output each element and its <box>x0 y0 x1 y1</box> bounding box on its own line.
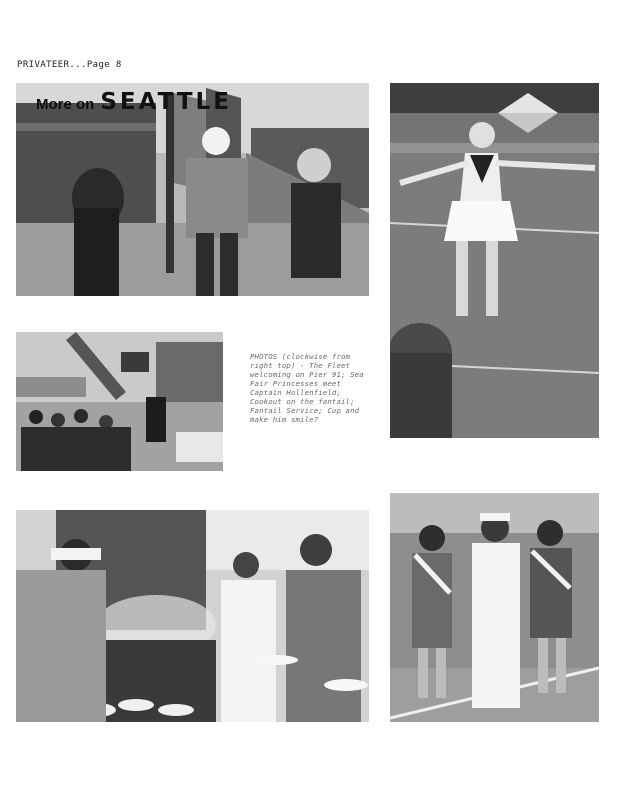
photo-cookout <box>16 510 369 722</box>
headline-city: SEATTLE <box>100 89 232 115</box>
photo-seafair-princesses-image <box>390 493 599 722</box>
photo-caption: PHOTOS (clockwise from right top) - The Fleet welcoming on Pier 91; Sea Fair Princesses meet Captain Hollenfield; Cookout on the fantail; Fantail Service; Cup and make him smile? <box>250 352 364 424</box>
story-headline <box>36 89 232 115</box>
headline-more: More on <box>36 96 95 113</box>
photo-cookout-image <box>16 510 369 722</box>
photo-seafair-princesses <box>390 493 599 722</box>
photo-fantail-service-image <box>16 332 223 471</box>
photo-majorette-image <box>390 83 599 438</box>
page-header: PRIVATEER...Page 8 <box>17 60 122 70</box>
photo-fantail-service <box>16 332 223 471</box>
photo-majorette <box>390 83 599 438</box>
photo-seattle-welcome <box>16 83 369 296</box>
